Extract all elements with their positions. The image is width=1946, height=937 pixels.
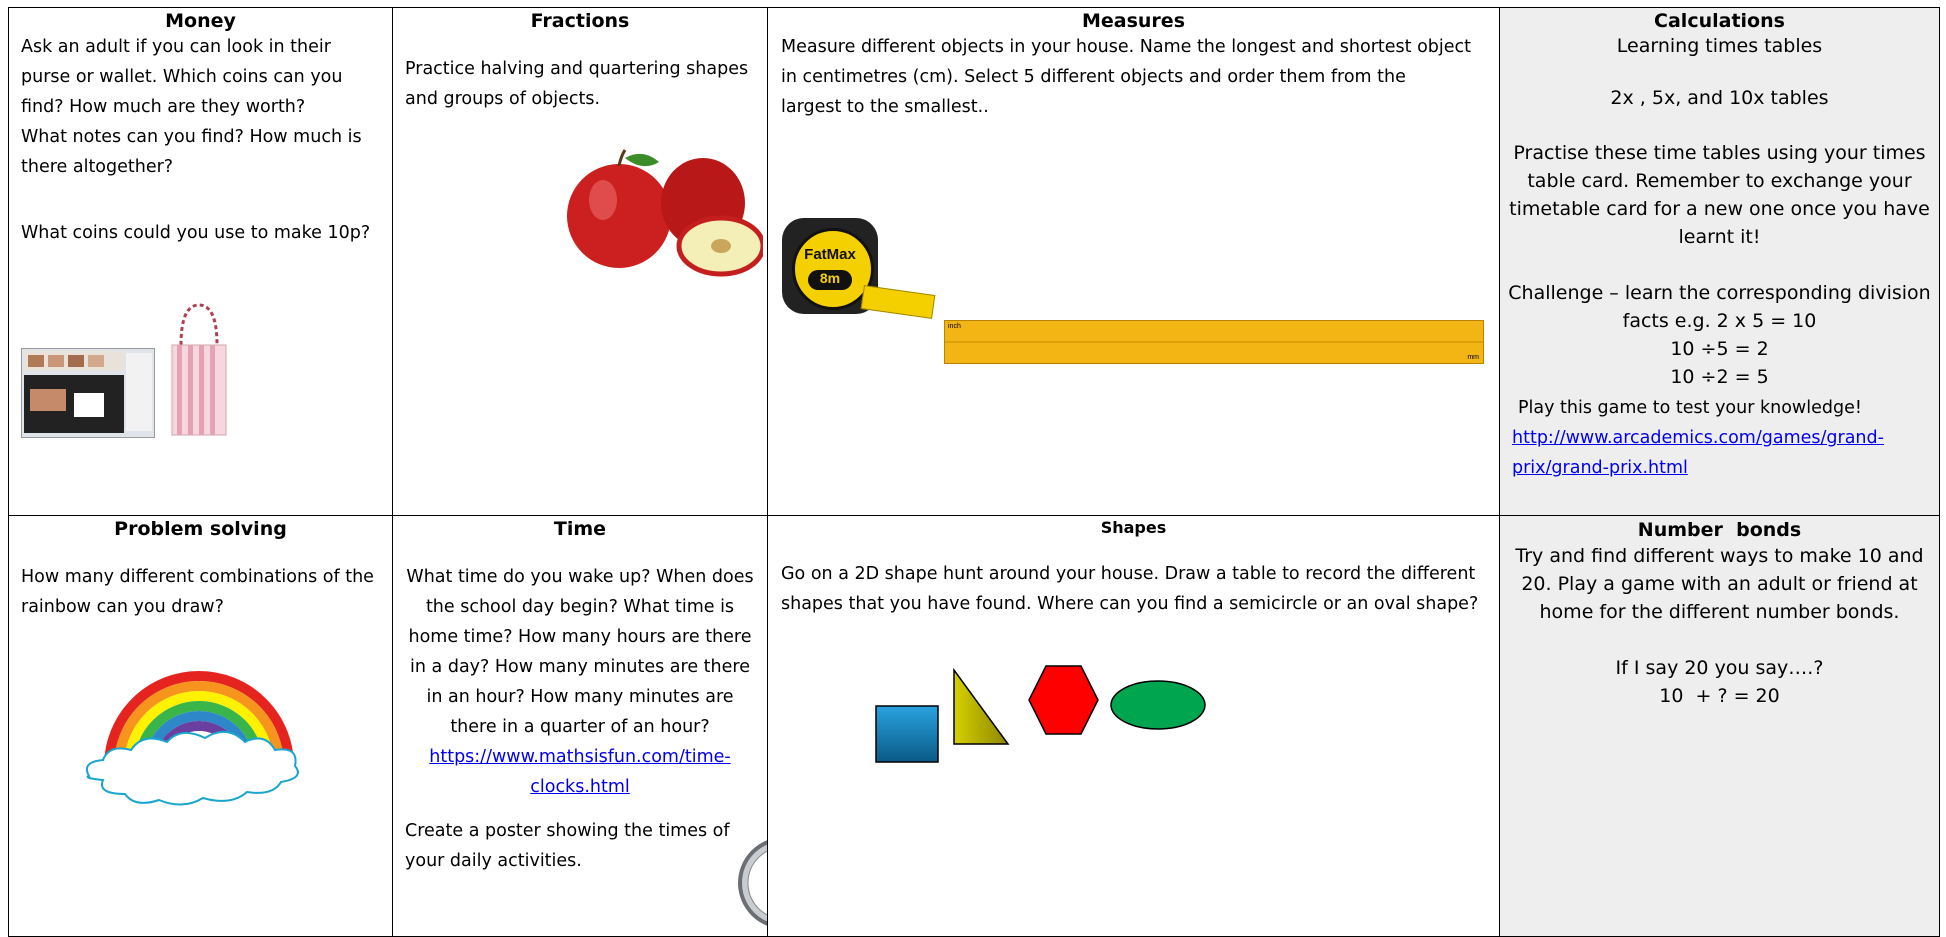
calculations-subtitle: Learning times tables — [1616, 35, 1823, 57]
money-text-line: find? How much are they worth? — [21, 97, 306, 117]
number-bonds-line: home for the different number bonds. — [1539, 601, 1900, 623]
money-title: Money — [165, 10, 236, 32]
ruler-mm-label: mm — [1467, 354, 1479, 361]
purse-icon — [169, 300, 229, 440]
problem-solving-title: Problem solving — [114, 518, 287, 540]
mathsisfun-link-cont[interactable]: clocks.html — [530, 777, 630, 797]
mathsisfun-link[interactable]: https://www.mathsisfun.com/time- — [429, 747, 731, 767]
problem-solving-line: rainbow can you draw? — [21, 597, 224, 617]
tape-length: 8m — [808, 270, 852, 290]
time-text-line: What time do you wake up? When does — [406, 567, 754, 587]
number-bonds-title: Number bonds — [1637, 519, 1802, 541]
clock-icon — [737, 836, 768, 930]
grand-prix-link-cont[interactable]: prix/grand-prix.html — [1512, 458, 1688, 478]
poster-line: Create a poster showing the times of — [405, 821, 730, 841]
calculations-cell — [1499, 7, 1940, 516]
measures-cell — [767, 7, 1500, 516]
measures-text-line: in centimetres (cm). Select 5 different objects and order them from the — [781, 67, 1406, 87]
money-text-line: Ask an adult if you can look in their — [21, 37, 331, 57]
oval-shape — [1111, 681, 1205, 729]
number-bonds-line: Try and find different ways to make 10 and — [1515, 545, 1924, 567]
practise-line: table card. Remember to exchange your — [1527, 170, 1912, 192]
time-text-line: the school day begin? What time is — [425, 597, 735, 617]
poster-line: your daily activities. — [405, 851, 582, 871]
game-prompt: Play this game to test your knowledge! — [1518, 398, 1862, 418]
measures-text-line: largest to the smallest.. — [781, 97, 989, 117]
time-cell — [392, 515, 768, 937]
ruler-inch-label: inch — [948, 323, 961, 330]
shapes-cell — [767, 515, 1500, 937]
challenge-line: facts e.g. 2 x 5 = 10 — [1622, 310, 1817, 332]
coins-webpage-thumbnail — [21, 348, 155, 438]
money-text-line: there altogether? — [21, 157, 174, 177]
measures-text-line: Measure different objects in your house. Name the longest and shortest object — [781, 37, 1472, 57]
money-text-line: What notes can you find? How much is — [21, 127, 362, 147]
time-text-line: there in a quarter of an hour? — [450, 717, 710, 737]
problem-solving-line: How many different combinations of the — [21, 567, 374, 587]
grand-prix-link[interactable]: http://www.arcademics.com/games/grand- — [1512, 428, 1884, 448]
ruler-icon — [944, 320, 1484, 364]
challenge-line: Challenge – learn the corresponding division — [1508, 282, 1931, 304]
time-text-line: in a day? How many minutes are there — [410, 657, 750, 677]
calculations-title: Calculations — [1654, 10, 1785, 32]
money-cell — [8, 7, 393, 516]
shapes-text-line: Go on a 2D shape hunt around your house. Draw a table to record the different — [781, 564, 1476, 584]
fractions-cell — [392, 7, 768, 516]
times-tables: 2x , 5x, and 10x tables — [1610, 87, 1829, 109]
tape-brand: FatMax — [804, 246, 856, 263]
challenge-line: 10 ÷2 = 5 — [1670, 366, 1769, 388]
shapes-text-line: shapes that you have found. Where can you find a semicircle or an oval shape? — [781, 594, 1479, 614]
number-bonds-prompt: If I say 20 you say….? — [1615, 657, 1824, 679]
number-bonds-line: 20. Play a game with an adult or friend at — [1521, 573, 1918, 595]
practise-line: Practise these time tables using your times — [1513, 142, 1926, 164]
problem-solving-cell — [8, 515, 393, 937]
fractions-text-line: and groups of objects. — [405, 89, 601, 109]
rainbow-icon — [79, 666, 319, 806]
shapes-illustration — [868, 658, 1228, 768]
measures-title: Measures — [1081, 10, 1185, 32]
time-text-line: in an hour? How many minutes are — [426, 687, 734, 707]
practise-line: learnt it! — [1678, 226, 1761, 248]
hexagon-shape — [1029, 666, 1098, 734]
activity-grid — [8, 7, 1940, 937]
triangle-shape — [954, 670, 1008, 744]
fractions-title: Fractions — [530, 10, 630, 32]
challenge-line: 10 ÷5 = 2 — [1670, 338, 1769, 360]
fractions-text-line: Practice halving and quartering shapes — [405, 59, 749, 79]
square-shape — [876, 706, 938, 762]
apples-icon — [563, 148, 763, 278]
money-text-line: purse or wallet. Which coins can you — [21, 67, 343, 87]
practise-line: timetable card for a new one once you have — [1509, 198, 1930, 220]
shapes-title: Shapes — [1100, 518, 1167, 537]
number-bonds-cell — [1499, 515, 1940, 937]
number-bonds-equation: 10 + ? = 20 — [1659, 685, 1780, 707]
time-title: Time — [553, 518, 607, 540]
money-question: What coins could you use to make 10p? — [21, 223, 371, 243]
time-text-line: home time? How many hours are there — [408, 627, 752, 647]
tape-measure-icon — [782, 218, 942, 358]
